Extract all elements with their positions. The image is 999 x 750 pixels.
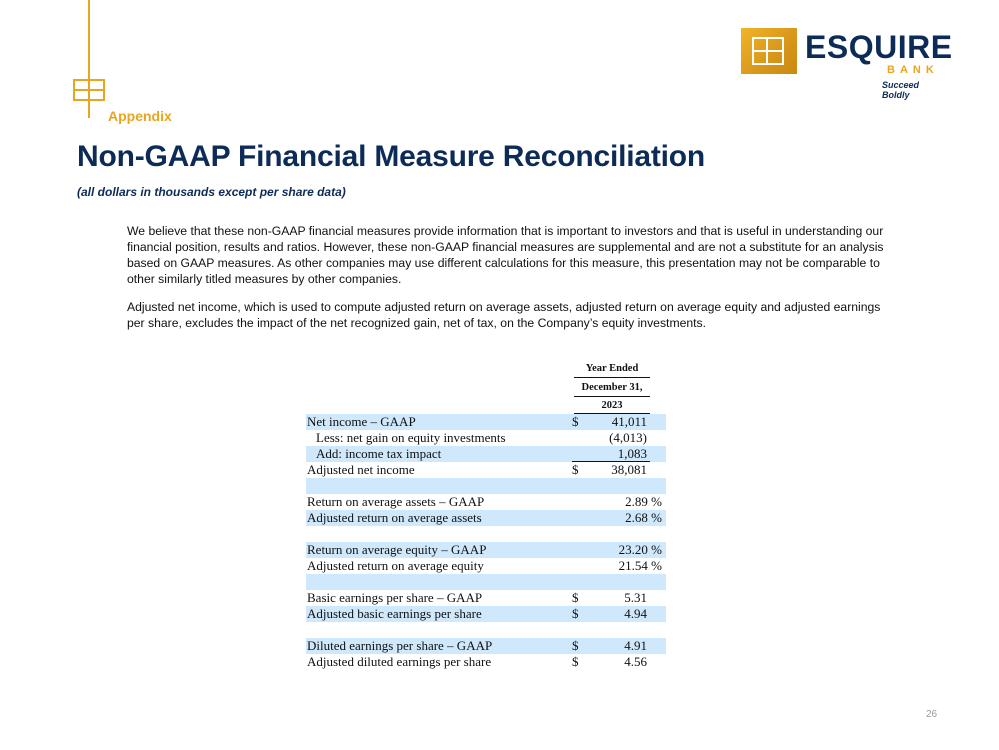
table-row [306, 462, 666, 478]
column-header-date: December 31, [581, 382, 643, 393]
table-row [306, 478, 666, 494]
row-label: Adjusted diluted earnings per share [307, 654, 492, 669]
section-label: Appendix [108, 108, 172, 124]
row-label: Adjusted return on average assets [307, 510, 482, 525]
logo-bank-text: BANK [887, 64, 939, 76]
row-label: Adjusted basic earnings per share [307, 606, 482, 621]
row-label: Return on average assets – GAAP [307, 494, 485, 509]
table-row [306, 542, 666, 558]
row-label: Adjusted net income [307, 462, 415, 477]
table-row [306, 430, 666, 446]
row-value: 4.94 [624, 606, 647, 621]
currency-symbol: $ [572, 638, 579, 653]
currency-symbol: $ [572, 414, 579, 429]
row-label: Basic earnings per share – GAAP [307, 590, 483, 605]
subtotal-rule [572, 461, 650, 462]
row-value: 38,081 [611, 462, 647, 477]
table-row [306, 494, 666, 510]
table-row [306, 446, 666, 462]
row-label: Return on average equity – GAAP [307, 542, 487, 557]
logo-mark-icon [741, 28, 797, 74]
table-row [306, 590, 666, 606]
row-value: 4.56 [624, 654, 647, 669]
page-title: Non-GAAP Financial Measure Reconciliation [77, 140, 706, 173]
column-header-period: Year Ended [585, 363, 639, 374]
row-value: 4.91 [624, 638, 647, 653]
adjusted-net-income-paragraph: Adjusted net income, which is used to compute adjusted return on average assets, adjusted return on average equity and adjusted earnings per share, excludes the impact of the net recognized gain, net of tax, on the Company’s equity investments. [127, 300, 881, 330]
row-label: Less: net gain on equity investments [316, 430, 506, 445]
currency-symbol: $ [572, 462, 579, 477]
row-value: 21.54 % [618, 558, 662, 573]
row-label: Net income – GAAP [307, 414, 416, 429]
row-value: 2.89 % [625, 494, 662, 509]
currency-symbol: $ [572, 590, 579, 605]
row-label: Diluted earnings per share – GAAP [307, 638, 493, 653]
table-row [306, 510, 666, 526]
page-subtitle: (all dollars in thousands except per share data) [77, 185, 346, 199]
logo-tagline: Succeed Boldly [882, 80, 920, 100]
esquire-bank-logo [741, 28, 953, 100]
logo-brand-text: ESQUIRE [805, 29, 953, 65]
table-row [306, 574, 666, 590]
row-value: 41,011 [611, 414, 647, 429]
row-value: 23.20 % [618, 542, 662, 557]
header-rule [574, 396, 650, 397]
table-body [306, 414, 666, 670]
table-row [306, 638, 666, 654]
row-value: 5.31 [624, 590, 647, 605]
table-row [306, 526, 666, 542]
table-row [306, 414, 666, 430]
intro-paragraph: We believe that these non-GAAP financial measures provide information that is important to investors and that is useful in understanding our financial position, results and ratios. However, these non-GAAP financial measures are supplemental and are not a substitute for an analysis based on GAAP measures. As other companies may use different calculations for this measure, this presentation may not be comparable to other similarly titled measures by other companies. [127, 224, 884, 286]
row-value: 2.68 % [625, 510, 662, 525]
row-label: Add: income tax impact [316, 446, 442, 461]
currency-symbol: $ [572, 606, 579, 621]
table-row [306, 606, 666, 622]
table-row [306, 622, 666, 638]
row-value: (4,013) [609, 430, 647, 445]
eb-monogram-icon [72, 0, 112, 122]
table-row [306, 558, 666, 574]
currency-symbol: $ [572, 654, 579, 669]
row-value: 1,083 [617, 446, 647, 461]
header-rule [574, 377, 650, 378]
column-header-year: 2023 [601, 400, 623, 411]
table-row [306, 654, 666, 670]
page-number: 26 [926, 709, 938, 720]
row-label: Adjusted return on average equity [307, 558, 484, 573]
